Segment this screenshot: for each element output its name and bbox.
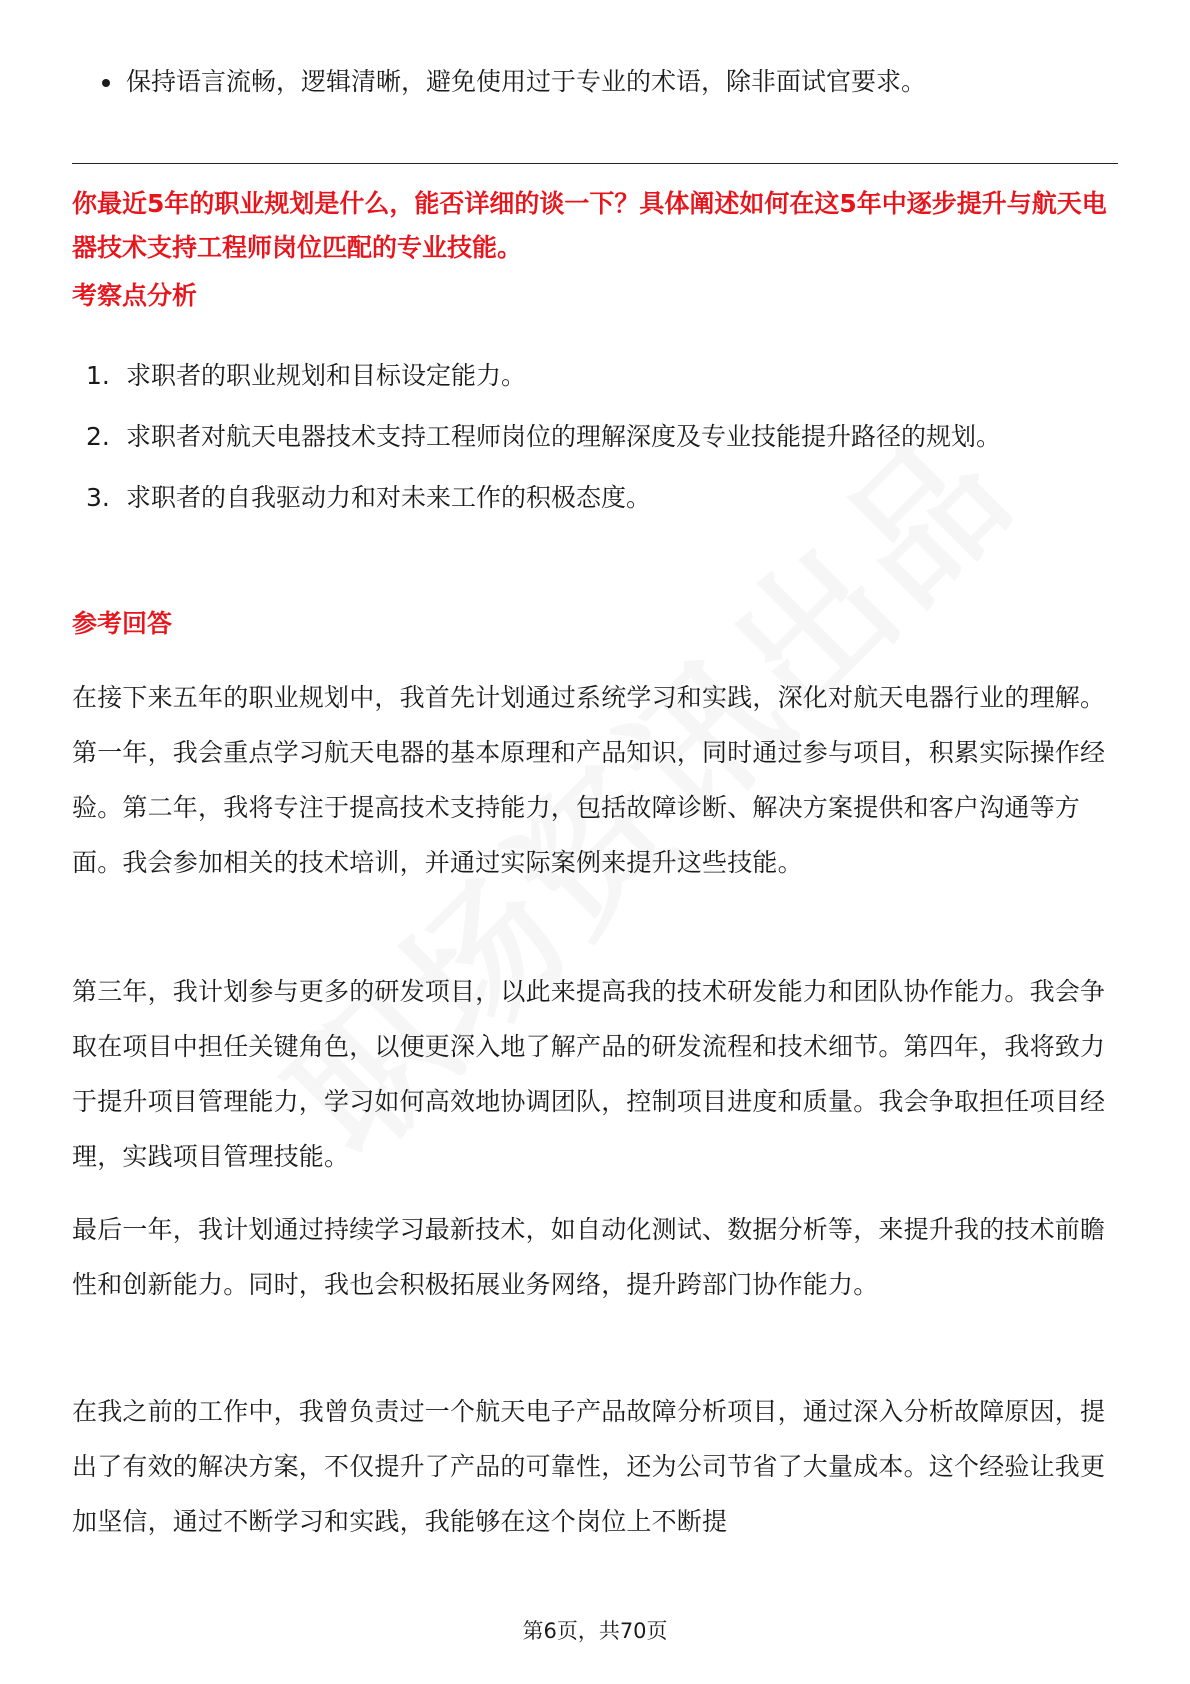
bullet-item: 保持语言流畅，逻辑清晰，避免使用过于专业的术语，除非面试官要求。 [72, 60, 1118, 104]
list-number: 2. [86, 422, 110, 451]
list-item-text: 求职者的职业规划和目标设定能力。 [126, 361, 527, 390]
answer-paragraph: 第三年，我计划参与更多的研发项目，以此来提高我的技术研发能力和团队协作能力。我会争取在项目中担任关键角色，以便更深入地了解产品的研发流程和技术细节。第四年，我将致力于提升项目管理能力，学习如何高效地协调团队，控制项目进度和质量。我会争取担任项目经理，实践项目管理技能。 [72, 977, 1106, 1171]
interview-question: 你最近5年的职业规划是什么，能否详细的谈一下？具体阐述如何在这5年中逐步提升与航天电器技术支持工程师岗位匹配的专业技能。 [72, 189, 1107, 262]
answer-paragraph: 在接下来五年的职业规划中，我首先计划通过系统学习和实践，深化对航天电器行业的理解。第一年，我会重点学习航天电器的基本原理和产品知识，同时通过参与项目，积累实际操作经验。第二年，我将专注于提高技术支持能力，包括故障诊断、解决方案提供和客户沟通等方面。我会参加相关的技术培训，并通过实际案例来提升这些技能。 [72, 683, 1106, 877]
answer-paragraph: 最后一年，我计划通过持续学习最新技术，如自动化测试、数据分析等，来提升我的技术前瞻性和创新能力。同时，我也会积极拓展业务网络，提升跨部门协作能力。 [72, 1215, 1106, 1299]
list-item-text: 求职者对航天电器技术支持工程师岗位的理解深度及专业技能提升路径的规划。 [126, 422, 1002, 451]
list-item [72, 470, 1118, 525]
analysis-list [72, 348, 1118, 531]
list-number: 3. [86, 483, 110, 512]
answer-heading: 参考回答 [72, 609, 173, 638]
section-divider [72, 163, 1118, 164]
list-item [72, 409, 1118, 464]
answer-paragraph: 在我之前的工作中，我曾负责过一个航天电子产品故障分析项目，通过深入分析故障原因，提出了有效的解决方案，不仅提升了产品的可靠性，还为公司节省了大量成本。这个经验让我更加坚信，通过不断学习和实践，我能够在这个岗位上不断提 [72, 1397, 1106, 1536]
list-item [72, 348, 1118, 403]
page-number-footer: 第6页，共70页 [522, 1619, 668, 1643]
list-item-text: 求职者的自我驱动力和对未来工作的积极态度。 [126, 483, 652, 512]
list-number: 1. [86, 361, 110, 390]
analysis-heading: 考察点分析 [72, 281, 198, 310]
document-page [72, 0, 1118, 1684]
